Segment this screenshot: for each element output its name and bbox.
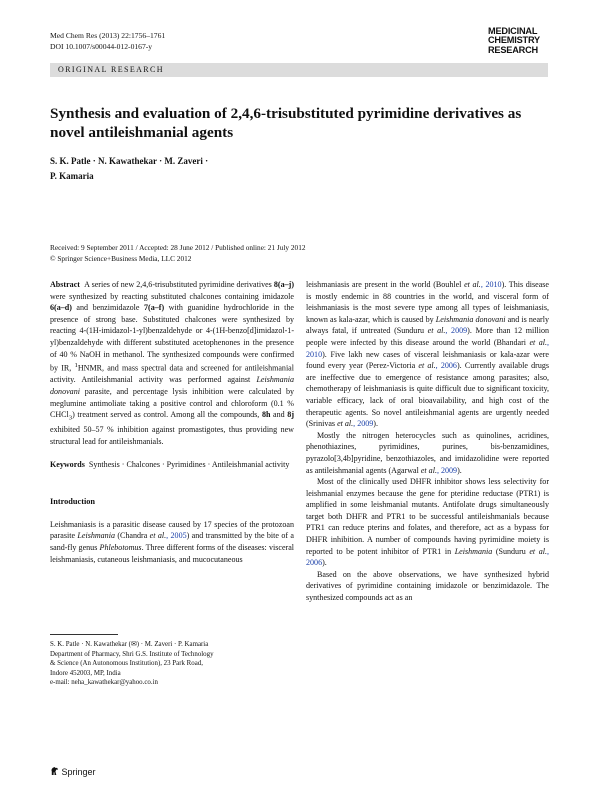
introduction-heading: Introduction — [50, 497, 96, 507]
species-name: Leishmania — [77, 531, 115, 541]
left-column — [50, 279, 294, 565]
abstract-heading: Abstract — [50, 280, 80, 289]
publisher-name: Springer — [61, 767, 96, 777]
body-text: ). — [457, 465, 462, 475]
received-line: Received: 9 September 2011 / Accepted: 28 June 2012 / Published online: 21 July 2012 — [50, 243, 306, 252]
body-text: Based on the above observations, we have synthesized hybrid derivatives of pyrimidine containing imidazole or benzimidazole. The synthesized compounds act as an — [306, 569, 549, 603]
journal-logo-line: MEDICINAL — [488, 26, 538, 36]
email-link[interactable]: e-mail: neha_kawathekar@yahoo.co.in — [50, 679, 158, 687]
citation-etal: et al. — [427, 326, 446, 336]
species-name: Phlebotomus — [99, 542, 142, 552]
citation-link[interactable]: , 2006 — [306, 546, 549, 568]
compound-ref: 6(a–d) — [50, 303, 72, 313]
body-text: ). More than 12 million people were infected by this disease around the world (Bhandari — [306, 326, 549, 347]
compound-ref: 8j — [287, 410, 294, 420]
citation-etal: et al. — [529, 546, 547, 556]
abstract-text: and — [270, 410, 288, 420]
body-text: ). — [322, 558, 327, 568]
affiliation-line: S. K. Patle · N. Kawathekar (✉) · M. Zaveri · P. Kamaria — [50, 641, 209, 648]
intro-paragraph — [50, 519, 294, 565]
citation-etal: et al. — [337, 419, 354, 429]
subscript: 3 — [68, 414, 73, 422]
publication-dates — [50, 243, 550, 264]
intro-text: Leishmaniasis is a parasitic disease caused by 17 species of the protozoan parasite — [50, 519, 294, 541]
affiliation-line: Department of Pharmacy, Shri G.S. Institute of Technology — [50, 650, 214, 658]
article-type-banner — [50, 63, 548, 77]
publisher-logo — [50, 766, 96, 777]
body-paragraph — [306, 569, 549, 604]
abstract-text: ) treatment served as control. Among all the compounds, — [72, 410, 262, 420]
body-text: ). Currently available drugs are ineffective due to emergence of resistance among parasites; also, chemotherapy of leishmaniasis is quite difficult due to significant toxicity, variable efficacy, lack of oral bioavailability, and high cost of the therapeutic agents. So novel antileishmanial agents are urgently needed (Srinivas — [306, 361, 549, 429]
author-line: S. K. Patle · N. Kawathekar · M. Zaveri · — [50, 156, 209, 166]
citation-link[interactable]: , 2006 — [435, 361, 457, 371]
author-list — [50, 154, 350, 184]
intro-text: (Chandra — [114, 531, 150, 541]
citation-line: Med Chem Res (2013) 22:1756–1761 — [50, 31, 166, 40]
species-name: Leishmania — [454, 546, 493, 556]
abstract-text: parasite, and percentage lysis inhibition were calculated by meglumine antimoliate taking a positive control and chloroform (0.1 % CHCl — [50, 387, 294, 420]
footnote-divider — [50, 634, 118, 635]
body-paragraph — [306, 476, 549, 569]
abstract-text: and benzimidazole — [71, 303, 145, 313]
citation-link[interactable]: , 2010 — [480, 280, 502, 289]
journal-logo-line: CHEMISTRY — [488, 35, 540, 46]
article-title: Synthesis and evaluation of 2,4,6-trisubstituted pyrimidine derivatives as novel antileishmanial agents — [50, 105, 522, 141]
citation-link[interactable]: , 2005 — [166, 531, 187, 541]
author-line: P. Kamaria — [50, 171, 94, 181]
author-affiliation — [50, 640, 294, 688]
doi-line[interactable]: DOI 10.1007/s00044-012-0167-y — [50, 42, 153, 51]
abstract-text: were synthesized by reacting substituted chalcones containing imidazole — [50, 291, 294, 301]
citation-etal: et al. — [149, 531, 167, 541]
citation-link[interactable]: , 2010 — [306, 337, 549, 359]
body-text: Mostly the nitrogen heterocycles such as quinolines, acridines, phenothiazines, pyrimidines, purines, bis-benzamidines, pyrazolo[3,4b]pyridine, benzothiazoles, and imidazolidine were reported as antileishmanial agents (Agarwal — [306, 430, 549, 475]
citation-link[interactable]: , 2009 — [436, 465, 458, 475]
journal-citation — [50, 30, 165, 52]
compound-ref: 8h — [261, 410, 271, 420]
compound-ref: 7(a–f) — [144, 303, 165, 313]
springer-horse-icon — [50, 766, 59, 776]
species-name: Leishmania donovani — [50, 375, 294, 397]
citation-etal: et al. — [420, 465, 437, 475]
superscript: 1 — [74, 362, 78, 370]
compound-ref: 8(a–j) — [273, 280, 294, 289]
abstract-text: with guanidine hydrochloride in the presence of strong base. Substituted chalcones were synthesized by reacting 4-(1H-imidazol-1-yl)benzaldehyde or 4-(1H-benzo[d]imidazol-1-yl)benzaldehyde with different substituted acetophenones in the presence of 40 % NaOH in methanol. The synthesized compounds were confirmed by IR, — [50, 303, 294, 373]
citation-etal: et al. — [529, 337, 547, 347]
journal-logo — [488, 27, 548, 55]
keywords-paragraph — [50, 459, 294, 471]
body-text: leishmaniasis are present in the world (Bouhlel — [306, 280, 465, 289]
intro-text: ) and transmitted by the bite of a sand-fly genus — [50, 531, 294, 552]
body-text: ). — [373, 419, 378, 429]
keywords-heading: Keywords — [50, 459, 85, 469]
affiliation-line: & Science (An Autonomous Institution), 23 Park Road, — [50, 660, 203, 668]
body-text: Most of the clinically used DHFR inhibitor shows less selectivity for leishmanial enzymes because the gene for pteridine reductase (PTR1) is amplified in some leishmanial mutants. Antifolate drugs simultaneously target both DHFR and PTR1 to be successful antileishmanials because PTR1 can reduce pterins and folates, and therefore, act as a bypass for DHFR inhibition. A number of compounds having pyrimidine moiety is reported to be potent inhibitor of PTR1 in — [306, 477, 549, 556]
copyright-line: © Springer Science+Business Media, LLC 2012 — [50, 253, 192, 263]
abstract-paragraph — [50, 279, 294, 448]
right-column — [306, 279, 549, 604]
body-text: ). Five lakh new cases of visceral leishmaniasis or kala-azar were found every year (Perez-Victoria — [306, 349, 549, 371]
article-type-label: ORIGINAL RESEARCH — [58, 65, 164, 74]
body-paragraph — [306, 430, 549, 476]
body-paragraph — [306, 279, 549, 430]
journal-logo-line: RESEARCH — [488, 44, 538, 55]
body-text: (Sunduru — [492, 546, 530, 556]
body-text: and is nearly always fatal, if untreated (Sunduru — [306, 314, 549, 336]
affiliation-line: Indore 452003, MP, India — [50, 669, 121, 677]
abstract-text: A series of new 2,4,6-trisubstituted pyrimidine derivatives — [84, 280, 274, 289]
body-text: ). This disease is mostly endemic in 88 countries in the world, and visceral form of leishmaniasis is the most severe type among all types of leishmaniasis, known as kala-azar, which is caused by — [306, 280, 549, 324]
citation-etal: et al. — [464, 280, 481, 289]
species-name: Leishmania donovani — [435, 314, 506, 324]
abstract-text: HNMR, and mass spectral data and screened for antileishmanial activity. Antileishmanial activity was performed against — [50, 363, 294, 385]
citation-link[interactable]: , 2009 — [353, 419, 374, 429]
abstract-text: exhibited 50–57 % inhibition against promastigotes, thus providing new structural lead for antileishmanials. — [50, 425, 294, 446]
citation-link[interactable]: , 2009 — [445, 326, 468, 336]
citation-etal: et al. — [418, 361, 436, 371]
intro-text: . Three different forms of the diseases: visceral leishmaniasis, cutaneous leishmaniasis, and mucocutaneous — [50, 542, 294, 564]
keywords-text: Synthesis · Chalcones · Pyrimidines · Antileishmanial activity — [88, 459, 290, 469]
